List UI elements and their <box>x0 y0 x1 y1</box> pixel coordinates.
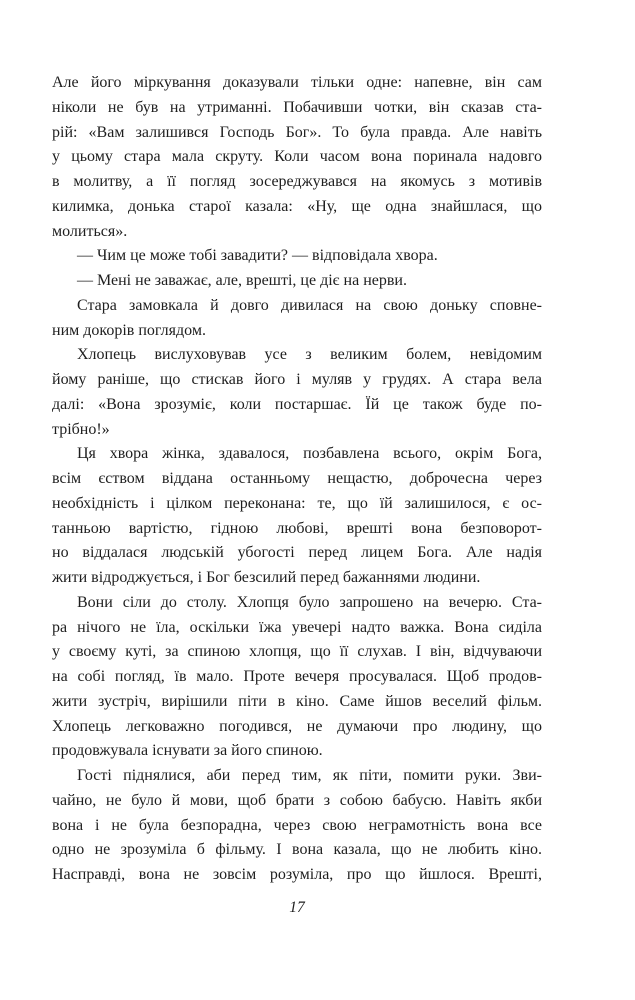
text-line: килимка, донька старої казала: «Ну, ще одна знайшлася, що <box>52 197 542 215</box>
paragraph <box>52 71 542 244</box>
text-line: Насправді, вона не зовсім розуміла, про що йшлося. Врешті, <box>52 866 542 883</box>
text-line: ним докорів поглядом. <box>52 321 206 339</box>
text-line: Хлопець легковажно погодився, не думаючи про людину, що <box>52 717 542 735</box>
text-line: Хлопець вислуховував усе з великим болем, невідомим <box>77 346 542 364</box>
text-line: ра нічого не їла, оскільки їжа увечері надто важка. Вона сиділа <box>52 618 542 636</box>
paragraph <box>52 343 542 442</box>
body-text <box>52 71 542 888</box>
paragraph <box>52 294 542 344</box>
text-line: танньою вартістю, гідною любові, врешті вона безповорот- <box>52 519 542 537</box>
paragraph <box>52 764 542 888</box>
text-line: Гості піднялися, аби перед тим, як піти, помити руки. Зви- <box>77 767 542 784</box>
paragraph-dialogue <box>52 269 542 294</box>
text-line: Стара замовкала й довго дивилася на свою доньку сповне- <box>77 296 542 314</box>
text-line: необхідність і цілком переконана: те, що їй залишилося, є ос- <box>52 494 542 512</box>
text-line: вона і не була безпорадна, через свою неграмотність вона все <box>52 816 542 834</box>
text-line: жити зустріч, вирішили піти в кіно. Саме йшов веселий фільм. <box>52 692 542 710</box>
text-line: Але його міркування доказували тільки одне: напевне, він сам <box>52 74 542 91</box>
text-line: на собі погляд, їв мало. Проте вечеря просувалася. Щоб продов- <box>52 668 542 685</box>
text-line: — Чим це може тобі завадити? — відповідала хвора. <box>77 247 438 265</box>
text-line: одно не зрозуміла б фільму. І вона казала, що не любить кіно. <box>52 841 542 859</box>
paragraph-dialogue <box>52 244 542 269</box>
text-line: в молитву, а її погляд зосереджувався на якомусь з мотивів <box>52 173 542 190</box>
paragraph <box>52 442 542 591</box>
text-line: молиться». <box>52 222 128 240</box>
text-line: жити відроджується, і Бог безсилий перед бажаннями людини. <box>52 569 481 586</box>
text-line: продовжувала існувати за його спиною. <box>52 742 323 760</box>
text-line: йому раніше, що стискав його і муляв у грудях. А стара вела <box>52 371 542 388</box>
text-line: чайно, не було й мови, щоб брати з собою бабусю. Навіть якби <box>52 791 542 809</box>
text-line: далі: «Вона зрозуміє, коли постаршає. Їй це також буде по- <box>52 395 542 413</box>
text-line: трібно!» <box>52 420 110 438</box>
text-line: Ця хвора жінка, здавалося, позбавлена всього, окрім Бога, <box>77 445 542 463</box>
text-line: у своєму куті, за спиною хлопця, що її слухав. І він, відчуваючи <box>52 643 542 661</box>
paragraph <box>52 591 542 764</box>
text-line: но віддалася людській убогості перед лицем Бога. Але надія <box>52 544 542 562</box>
text-line: Вони сіли до столу. Хлопця було запрошено на вечерю. Ста- <box>77 593 542 611</box>
text-line: всім єством віддана останньому нещастю, доброчесна через <box>52 470 542 487</box>
page-number: 17 <box>289 899 305 916</box>
text-line: у цьому стара мала скруту. Коли часом вона поринала надовго <box>52 148 542 166</box>
text-line: — Мені не заважає, але, врешті, це діє на нерви. <box>77 272 407 289</box>
text-line: ніколи не був на утриманні. Побачивши чотки, він сказав ста- <box>52 98 542 116</box>
text-line: рій: «Вам залишився Господь Бог». То була правда. Але навіть <box>52 123 542 141</box>
